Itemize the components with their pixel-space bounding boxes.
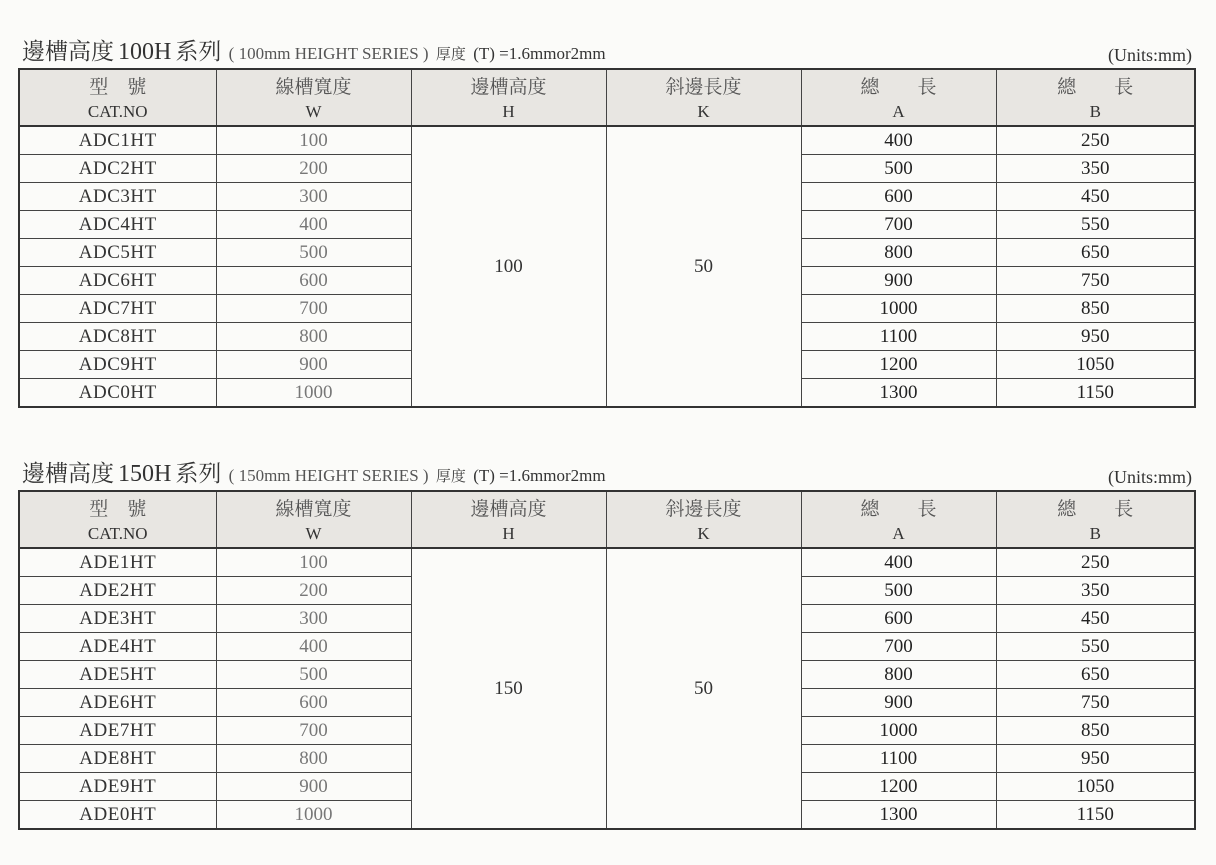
header-zh: 總 長: [1057, 75, 1134, 98]
table-section-100h: [18, 38, 1194, 408]
section-title-row: [18, 460, 1194, 490]
header-zh: 線槽寬度: [275, 75, 352, 98]
header-en: CAT.NO: [87, 101, 148, 121]
header-en: A: [892, 523, 905, 543]
bevel-cell: 50: [606, 126, 801, 407]
width-cell: 700: [216, 295, 411, 323]
bevel-cell: 50: [606, 548, 801, 829]
length-a-cell: 700: [801, 633, 996, 661]
table-row: [19, 548, 1195, 577]
length-a-cell: 1300: [801, 379, 996, 408]
width-cell: 500: [216, 661, 411, 689]
length-b-cell: 1050: [996, 773, 1195, 801]
length-b-cell: 1150: [996, 801, 1195, 830]
length-a-cell: 1000: [801, 717, 996, 745]
height-cell: 100: [411, 126, 606, 407]
cat-no-cell: ADC7HT: [19, 295, 216, 323]
header-zh: 線槽寬度: [275, 497, 352, 520]
length-b-cell: 650: [996, 239, 1195, 267]
table-header-row: [19, 69, 1195, 126]
length-a-cell: 1000: [801, 295, 996, 323]
cat-no-cell: ADE3HT: [19, 605, 216, 633]
height-cell: 150: [411, 548, 606, 829]
header-cat-no: [19, 491, 216, 548]
header-bevel: [606, 491, 801, 548]
cat-no-cell: ADC2HT: [19, 155, 216, 183]
length-a-cell: 800: [801, 661, 996, 689]
header-en: B: [1089, 523, 1101, 543]
cat-no-cell: ADE1HT: [19, 548, 216, 577]
table-header-row: [19, 491, 1195, 548]
length-b-cell: 850: [996, 717, 1195, 745]
title-height: 100H: [118, 39, 172, 65]
header-length-a: [801, 69, 996, 126]
header-zh: 斜邊長度: [665, 75, 742, 98]
length-a-cell: 1200: [801, 351, 996, 379]
header-width: [216, 69, 411, 126]
width-cell: 600: [216, 689, 411, 717]
length-a-cell: 1200: [801, 773, 996, 801]
length-a-cell: 500: [801, 155, 996, 183]
header-en: CAT.NO: [87, 523, 148, 543]
length-b-cell: 750: [996, 267, 1195, 295]
thickness-value: (T) =1.6mmor2mm: [473, 44, 606, 63]
width-cell: 400: [216, 211, 411, 239]
header-en: H: [502, 101, 515, 121]
header-zh: 總 長: [860, 75, 937, 98]
header-height: [411, 491, 606, 548]
cat-no-cell: ADC0HT: [19, 379, 216, 408]
cat-no-cell: ADC1HT: [19, 126, 216, 155]
cat-no-cell: ADC5HT: [19, 239, 216, 267]
cat-no-cell: ADC3HT: [19, 183, 216, 211]
width-cell: 900: [216, 773, 411, 801]
header-zh: 邊槽高度: [470, 497, 547, 520]
length-a-cell: 1100: [801, 745, 996, 773]
header-length-a: [801, 491, 996, 548]
header-en: K: [697, 523, 710, 543]
width-cell: 200: [216, 577, 411, 605]
length-a-cell: 400: [801, 548, 996, 577]
width-cell: 400: [216, 633, 411, 661]
length-b-cell: 1050: [996, 351, 1195, 379]
units-label: (Units:mm): [1108, 467, 1192, 487]
width-cell: 800: [216, 745, 411, 773]
width-cell: 300: [216, 183, 411, 211]
length-b-cell: 550: [996, 633, 1195, 661]
length-b-cell: 750: [996, 689, 1195, 717]
header-bevel: [606, 69, 801, 126]
units-label: (Units:mm): [1108, 45, 1192, 65]
length-a-cell: 900: [801, 267, 996, 295]
width-cell: 100: [216, 548, 411, 577]
width-cell: 900: [216, 351, 411, 379]
title-subtitle: ( 150mm HEIGHT SERIES ): [228, 466, 429, 485]
length-a-cell: 600: [801, 605, 996, 633]
length-b-cell: 950: [996, 323, 1195, 351]
width-cell: 600: [216, 267, 411, 295]
width-cell: 800: [216, 323, 411, 351]
length-b-cell: 350: [996, 577, 1195, 605]
length-a-cell: 500: [801, 577, 996, 605]
title-subtitle: ( 100mm HEIGHT SERIES ): [228, 44, 429, 63]
header-en: A: [892, 101, 905, 121]
cat-no-cell: ADC8HT: [19, 323, 216, 351]
table-row: [19, 126, 1195, 155]
length-a-cell: 700: [801, 211, 996, 239]
header-en: B: [1089, 101, 1101, 121]
section-title: [22, 33, 606, 66]
header-length-b: [996, 69, 1195, 126]
header-cat-no: [19, 69, 216, 126]
length-b-cell: 250: [996, 548, 1195, 577]
thickness-label: 厚度: [435, 467, 466, 485]
cat-no-cell: ADE4HT: [19, 633, 216, 661]
width-cell: 200: [216, 155, 411, 183]
header-width: [216, 491, 411, 548]
table-section-150h: [18, 460, 1194, 830]
length-b-cell: 550: [996, 211, 1195, 239]
length-b-cell: 850: [996, 295, 1195, 323]
header-en: K: [697, 101, 710, 121]
title-zh: 邊槽高度: [22, 461, 114, 487]
header-zh: 總 長: [860, 497, 937, 520]
header-height: [411, 69, 606, 126]
length-a-cell: 600: [801, 183, 996, 211]
length-a-cell: 1300: [801, 801, 996, 830]
section-title: [22, 455, 606, 488]
cat-no-cell: ADC9HT: [19, 351, 216, 379]
title-height: 150H: [118, 461, 172, 487]
length-a-cell: 1100: [801, 323, 996, 351]
cat-no-cell: ADE9HT: [19, 773, 216, 801]
cat-no-cell: ADE6HT: [19, 689, 216, 717]
length-b-cell: 450: [996, 183, 1195, 211]
cat-no-cell: ADC6HT: [19, 267, 216, 295]
width-cell: 1000: [216, 379, 411, 408]
spec-table: [18, 68, 1196, 408]
header-zh: 總 長: [1057, 497, 1134, 520]
header-en: H: [502, 523, 515, 543]
length-b-cell: 350: [996, 155, 1195, 183]
length-b-cell: 1150: [996, 379, 1195, 408]
header-en: W: [305, 523, 322, 543]
spec-table: [18, 490, 1196, 830]
width-cell: 300: [216, 605, 411, 633]
width-cell: 1000: [216, 801, 411, 830]
header-zh: 型 號: [89, 497, 147, 520]
cat-no-cell: ADE2HT: [19, 577, 216, 605]
section-title-row: [18, 38, 1194, 68]
width-cell: 500: [216, 239, 411, 267]
length-b-cell: 250: [996, 126, 1195, 155]
title-zh: 邊槽高度: [22, 39, 114, 65]
width-cell: 700: [216, 717, 411, 745]
cat-no-cell: ADE5HT: [19, 661, 216, 689]
header-zh: 斜邊長度: [665, 497, 742, 520]
width-cell: 100: [216, 126, 411, 155]
length-b-cell: 450: [996, 605, 1195, 633]
cat-no-cell: ADE0HT: [19, 801, 216, 830]
length-b-cell: 950: [996, 745, 1195, 773]
length-a-cell: 800: [801, 239, 996, 267]
header-zh: 型 號: [89, 75, 147, 98]
cat-no-cell: ADE8HT: [19, 745, 216, 773]
header-en: W: [305, 101, 322, 121]
cat-no-cell: ADE7HT: [19, 717, 216, 745]
cat-no-cell: ADC4HT: [19, 211, 216, 239]
title-series: 系列: [175, 39, 222, 65]
length-b-cell: 650: [996, 661, 1195, 689]
length-a-cell: 400: [801, 126, 996, 155]
length-a-cell: 900: [801, 689, 996, 717]
title-series: 系列: [175, 461, 222, 487]
header-length-b: [996, 491, 1195, 548]
header-zh: 邊槽高度: [470, 75, 547, 98]
thickness-label: 厚度: [435, 45, 466, 63]
thickness-value: (T) =1.6mmor2mm: [473, 466, 606, 485]
